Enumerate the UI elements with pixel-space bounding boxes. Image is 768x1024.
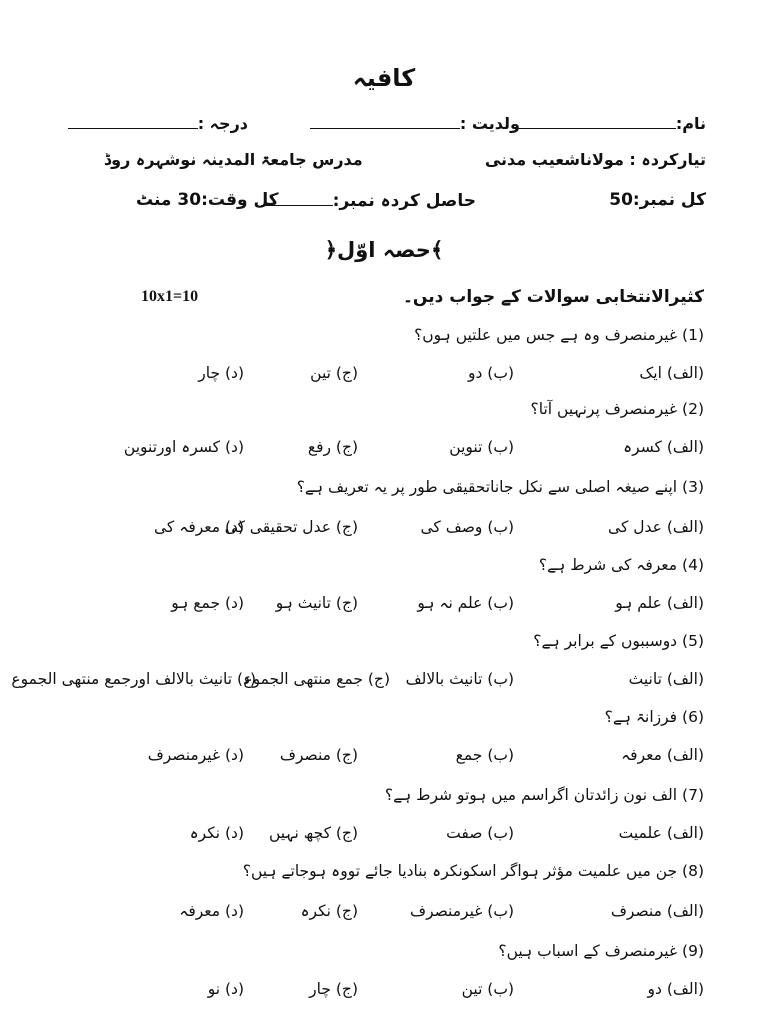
class-blank[interactable] (68, 114, 198, 129)
question-8: (8) جن میں علمیت مؤثر ہواگر اسکونکرہ بنادیا جائے تووہ ہوجاتے ہیں؟ (242, 862, 704, 880)
question-7: (7) الف نون زائدتان اگراسم میں ہوتو شرط ہے؟ (384, 786, 704, 804)
q4-option-a[interactable]: (الف) علم ہو (615, 594, 704, 612)
father-field (310, 114, 520, 133)
q8-option-c[interactable]: (ج) نکرہ (300, 902, 358, 920)
page-title: کافیہ (352, 64, 416, 92)
q3-option-c[interactable]: (ج) عدل تحقیقی کی (224, 518, 358, 536)
total-time: کل وقت:30 منٹ (136, 190, 279, 210)
q7-option-c[interactable]: (ج) کچھ نہیں (268, 824, 358, 842)
name-label: نام: (675, 114, 706, 133)
q5-option-c[interactable]: (ج) جمع منتھی الجموع (243, 670, 390, 688)
marks-scheme: 10x1=10 (141, 288, 199, 305)
question-6: (6) فرزانۃ ہے؟ (604, 708, 704, 726)
q1-option-b[interactable]: (ب) دو (467, 364, 514, 382)
question-9: (9) غیرمنصرف کے اسباب ہیں؟ (498, 942, 704, 960)
total-marks: کل نمبر:50 (609, 190, 706, 210)
q4-option-d[interactable]: (د) جمع ہو (171, 594, 244, 612)
q6-option-b[interactable]: (ب) جمع (455, 746, 514, 764)
q9-option-c[interactable]: (ج) چار (309, 980, 358, 998)
q1-option-a[interactable]: (الف) ایک (639, 364, 704, 382)
obtained-label: حاصل کردہ نمبر: (332, 191, 476, 211)
q1-option-c[interactable]: (ج) تین (310, 364, 358, 382)
q2-option-b[interactable]: (ب) تنوین (449, 438, 514, 456)
q9-option-d[interactable]: (د) نو (207, 980, 244, 998)
q3-option-d[interactable]: (د) معرفہ کی (154, 518, 244, 536)
teacher-info: مدرس جامعۃ المدینہ نوشہرہ روڈ (104, 150, 363, 169)
q8-option-b[interactable]: (ب) غیرمنصرف (410, 902, 514, 920)
question-5: (5) دوسببوں کے برابر ہے؟ (533, 632, 704, 650)
question-3: (3) اپنے صیغہ اصلی سے نکل جاناتحقیقی طور پر یہ تعریف ہے؟ (296, 478, 704, 496)
q1-option-d[interactable]: (د) چار (198, 364, 244, 382)
father-blank[interactable] (310, 114, 460, 129)
q6-option-c[interactable]: (ج) منصرف (279, 746, 358, 764)
q4-option-c[interactable]: (ج) تانیث ہو (275, 594, 358, 612)
q8-option-a[interactable]: (الف) منصرف (610, 902, 704, 920)
q2-option-a[interactable]: (الف) کسرہ (623, 438, 704, 456)
question-4: (4) معرفہ کی شرط ہے؟ (538, 556, 704, 574)
q3-option-a[interactable]: (الف) عدل کی (608, 518, 704, 536)
q6-option-d[interactable]: (د) غیرمنصرف (147, 746, 244, 764)
class-label: درجہ : (197, 114, 248, 133)
q9-option-b[interactable]: (ب) تین (461, 980, 514, 998)
name-blank[interactable] (516, 114, 676, 129)
q7-option-a[interactable]: (الف) علمیت (618, 824, 704, 842)
q5-option-a[interactable]: (الف) تانیث (628, 670, 704, 688)
q3-option-b[interactable]: (ب) وصف کی (420, 518, 514, 536)
section-title: ﴿حصہ اوّل﴾ (324, 238, 444, 262)
q2-option-c[interactable]: (ج) رفع (307, 438, 358, 456)
obtained-field (261, 190, 476, 211)
father-label: ولدیت : (459, 114, 520, 133)
q9-option-a[interactable]: (الف) دو (647, 980, 704, 998)
question-1: (1) غیرمنصرف وہ ہے جس میں علتیں ہوں؟ (414, 326, 704, 344)
q5-option-d[interactable]: (د) تانیث بالالف اورجمع منتھی الجموع (11, 670, 256, 688)
instruction: کثیرالانتخابی سوالات کے جواب دیں۔ (402, 287, 704, 307)
class-field (68, 114, 248, 133)
q8-option-d[interactable]: (د) معرفہ (179, 902, 244, 920)
prepared-by: تیارکردہ : مولاناشعیب مدنی (484, 150, 706, 169)
q6-option-a[interactable]: (الف) معرفہ (621, 746, 704, 764)
q2-option-d[interactable]: (د) کسرہ اورتنوین (123, 438, 244, 456)
q7-option-d[interactable]: (د) نکرہ (189, 824, 244, 842)
q4-option-b[interactable]: (ب) علم نہ ہو (417, 594, 514, 612)
name-field (516, 114, 706, 133)
question-2: (2) غیرمنصرف پرنہیں آتا؟ (530, 400, 704, 418)
q5-option-b[interactable]: (ب) تانیث بالالف (405, 670, 514, 688)
q7-option-b[interactable]: (ب) صفت (446, 824, 514, 842)
